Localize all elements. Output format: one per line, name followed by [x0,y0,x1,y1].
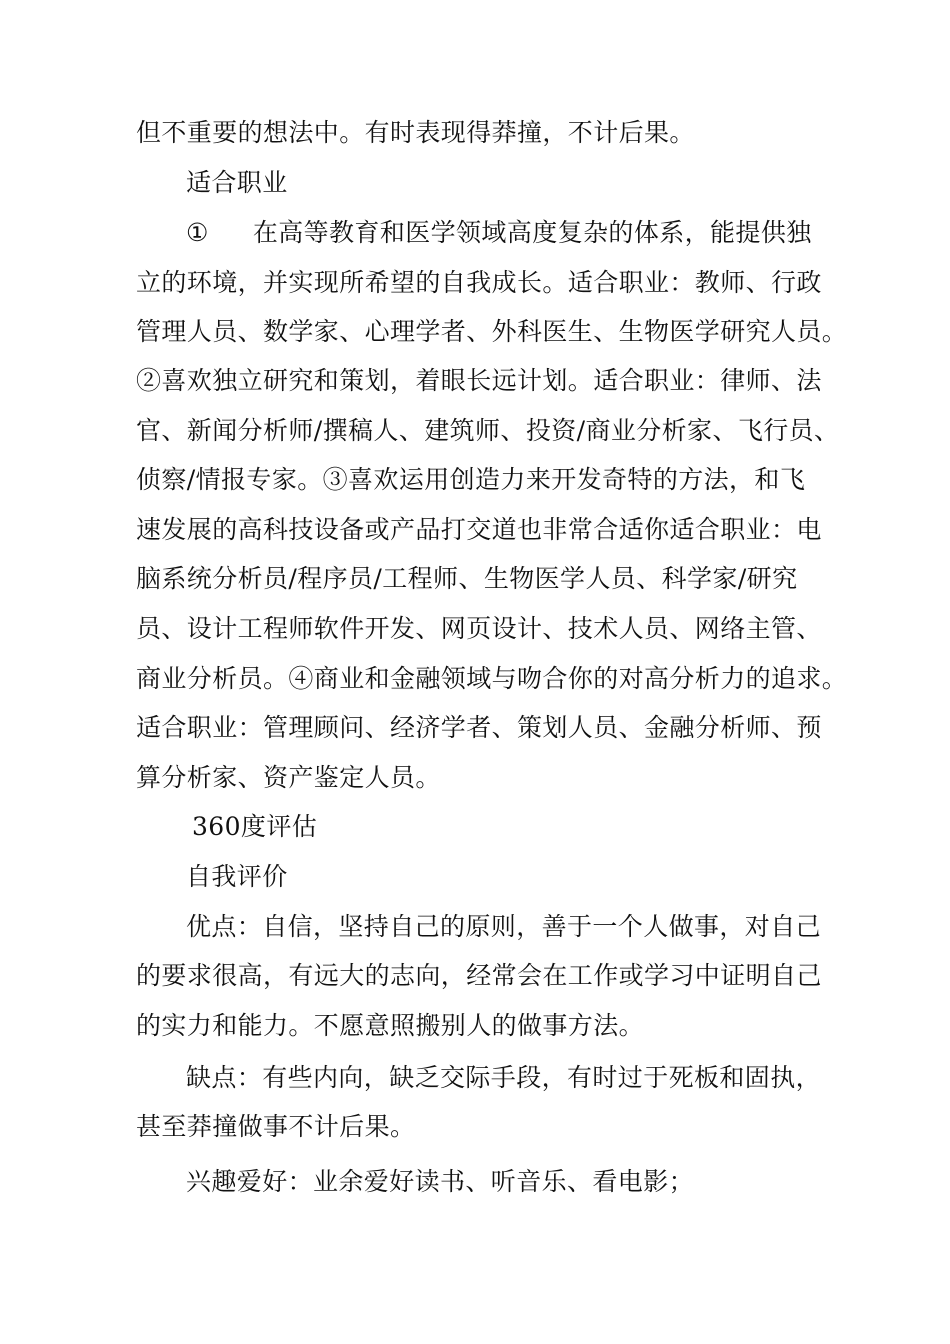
text-line-9: 速发展的高科技设备或产品打交道也非常合适你适合职业：电 [136,515,822,544]
text-line-21: 甚至莽撞做事不计后果。 [136,1112,416,1141]
text-line-1: 但不重要的想法中。有时表现得莽撞，不计后果。 [136,118,695,147]
text-line-10: 脑系统分析员/程序员/工程师、生物医学人员、科学家/研究 [136,564,798,593]
text-line-7: 官、新闻分析师/撰稿人、建筑师、投资/商业分析家、飞行员、 [136,416,840,445]
text-line-3-body: 在高等教育和医学领域高度复杂的体系，能提供独 [252,218,812,247]
text-line-19: 的实力和能力。不愿意照搬别人的做事方法。 [136,1011,645,1040]
text-line-8: 侦察/情报专家。③喜欢运用创造力来开发奇特的方法，和飞 [136,465,806,494]
text-line-14: 算分析家、资产鉴定人员。 [136,763,441,792]
text-line-13: 适合职业：管理顾问、经济学者、策划人员、金融分析师、预 [136,713,822,742]
text-line-18: 的要求很高，有远大的志向，经常会在工作或学习中证明自己 [136,961,822,990]
text-line-6: ②喜欢独立研究和策划，着眼长远计划。适合职业：律师、法 [136,366,822,395]
text-line-4: 立的环境，并实现所希望的自我成长。适合职业：教师、行政 [136,268,822,297]
circled-number-one: ① [186,218,209,247]
text-line-11: 员、设计工程师软件开发、网页设计、技术人员、网络主管、 [136,614,822,643]
section-heading-360-review: 360度评估 [192,812,318,841]
text-line-weaknesses: 缺点：有些内向，缺乏交际手段，有时过于死板和固执， [186,1063,822,1092]
text-line-strengths: 优点：自信，坚持自己的原则，善于一个人做事，对自己 [186,912,822,941]
text-line-3 [186,218,812,248]
text-line-5: 管理人员、数学家、心理学者、外科医生、生物医学研究人员。 [136,317,848,346]
section-heading-careers: 适合职业 [186,168,288,197]
section-heading-self-evaluation: 自我评价 [186,862,288,891]
text-line-hobbies: 兴趣爱好：业余爱好读书、听音乐、看电影； [186,1167,695,1196]
text-line-12: 商业分析员。④商业和金融领域与吻合你的对高分析力的追求。 [136,664,848,693]
